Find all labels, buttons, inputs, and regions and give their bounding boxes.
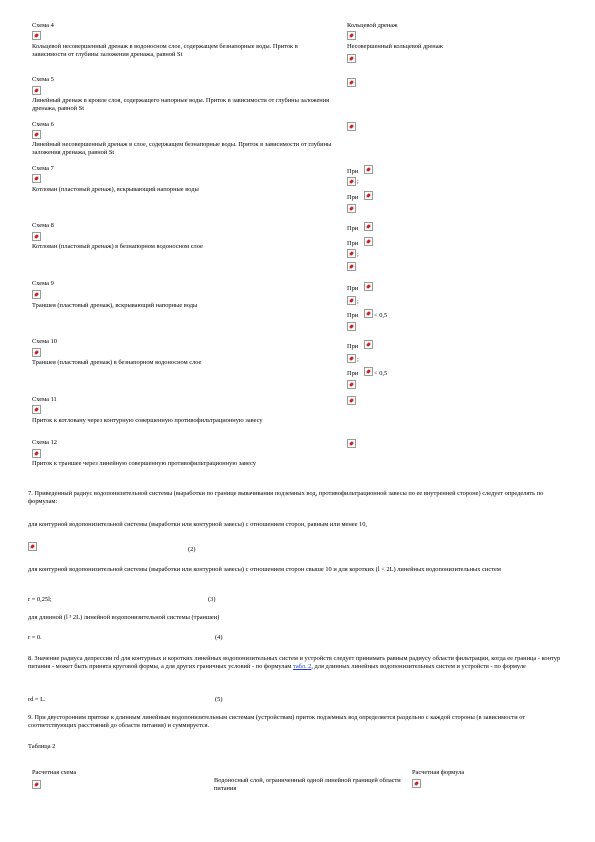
broken-image-icon bbox=[347, 78, 356, 87]
broken-image-icon bbox=[347, 354, 356, 363]
broken-image-icon bbox=[32, 348, 41, 357]
paragraph-7b: для контурной водопонизительной системы (выработки или контурной завесы) с отношением сторон свыше 10 и для коротких (l < 2L) линейных водопонизительных систем bbox=[28, 566, 501, 573]
condition-pri-label: При bbox=[347, 370, 359, 377]
scheme-4-description: Кольцевой несовершенный дренаж в водоносном слое, содержащем безнапорные воды. Приток в зависимости от глубины заложения дренажа, равной St bbox=[32, 43, 298, 58]
paragraph-7: 7. Приведенный радиус водопонизительной системы (выработки по границе вывачивания подземных вод, противофильтрационной завесы по ее внутренней стороне) следует определять по формулам: bbox=[28, 490, 544, 505]
formula-4: r = 0. bbox=[28, 634, 42, 641]
scheme-11-description: Приток к котловану через контурную совершенную противофильтрационную завесу bbox=[32, 417, 263, 424]
scheme-10-description: Траншея (пластовый дренаж) в безнапорном водоносном слое bbox=[32, 359, 202, 366]
broken-image-icon bbox=[32, 31, 41, 40]
paragraph-8 bbox=[28, 655, 568, 670]
separator: ; bbox=[357, 251, 359, 258]
scheme-7-description: Котлован (пластовый дренаж), вскрывающий напорные воды bbox=[32, 186, 199, 193]
scheme-7-label: Схема 7 bbox=[32, 165, 54, 172]
table-2-link[interactable]: табл. 2 bbox=[292, 662, 312, 670]
broken-image-icon bbox=[347, 380, 356, 389]
broken-image-icon bbox=[347, 54, 356, 63]
broken-image-icon bbox=[347, 204, 356, 213]
incomplete-ring-drain-label: Несовершенный кольцевой дренаж bbox=[347, 43, 443, 50]
scheme-5-label: Схема 5 bbox=[32, 76, 54, 83]
table-row-description: Водоносный слой, ограниченный одной линейной границей области питания bbox=[214, 777, 401, 792]
scheme-5-description: Линейный дренаж в кровле слоя, содержащего напорные воды. Приток в зависимости от глубины заложения дренажа, равной St bbox=[32, 97, 330, 112]
scheme-4-label: Схема 4 bbox=[32, 22, 54, 29]
broken-image-icon bbox=[364, 237, 373, 246]
paragraph-7c: для длинной (l ³ 2L) линейной водопонизительной системы (траншеи) bbox=[28, 614, 220, 621]
formula-3: r = 0,25l; bbox=[28, 596, 52, 603]
condition-pri-label: При bbox=[347, 343, 359, 350]
scheme-8-description: Котлован (пластовый дренаж) в безнапорном водоносном слое bbox=[32, 243, 203, 250]
broken-image-icon bbox=[32, 86, 41, 95]
broken-image-icon bbox=[347, 439, 356, 448]
scheme-12-label: Схема 12 bbox=[32, 439, 57, 446]
scheme-11-label: Схема 11 bbox=[32, 396, 57, 403]
scheme-6-label: Схема 6 bbox=[32, 121, 54, 128]
broken-image-icon bbox=[347, 177, 356, 186]
separator: ; bbox=[357, 356, 359, 363]
broken-image-icon bbox=[364, 165, 373, 174]
broken-image-icon bbox=[347, 31, 356, 40]
separator: ; bbox=[357, 298, 359, 305]
condition-pri-label: При bbox=[347, 312, 359, 319]
broken-image-icon bbox=[347, 322, 356, 331]
condition-pri-label: При bbox=[347, 194, 359, 201]
broken-image-icon bbox=[347, 396, 356, 405]
separator: ; bbox=[357, 178, 359, 185]
broken-image-icon bbox=[32, 780, 41, 789]
scheme-9-label: Схема 9 bbox=[32, 280, 54, 287]
condition-pri-label: При bbox=[347, 240, 359, 247]
ring-drain-label: Кольцевой дренаж bbox=[347, 22, 398, 29]
condition-value: < 0,5 bbox=[374, 312, 388, 319]
broken-image-icon bbox=[347, 249, 356, 258]
broken-image-icon bbox=[32, 232, 41, 241]
condition-pri-label: При bbox=[347, 225, 359, 232]
broken-image-icon bbox=[347, 296, 356, 305]
equation-number-5: (5) bbox=[215, 696, 223, 703]
condition-value: < 0,5 bbox=[374, 370, 388, 377]
equation-number-4: (4) bbox=[215, 634, 223, 641]
broken-image-icon bbox=[364, 222, 373, 231]
paragraph-8-text: 8. Значение радиуса депрессии rd для контурных и коротких линейных водопонизительных систем и устройств следует принимать равным радиусу области фильтрации, когда ее граница - контур питания - может быть принята круговой формы, а для других граничных условий - по формулам bbox=[28, 655, 561, 670]
scheme-6-description: Линейный несовершенный дренаж в слое, содержащем безнапорные воды. Приток в зависимости от глубины заложения дренажа, равной St bbox=[32, 141, 332, 156]
broken-image-icon bbox=[32, 174, 41, 183]
broken-image-icon bbox=[32, 130, 41, 139]
equation-number-3: (3) bbox=[208, 596, 216, 603]
formula-5: rd = L. bbox=[28, 696, 46, 703]
condition-pri-label: При bbox=[347, 168, 359, 175]
broken-image-icon bbox=[412, 779, 421, 788]
broken-image-icon bbox=[32, 405, 41, 414]
table-title: Таблица 2 bbox=[28, 743, 56, 750]
condition-pri-label: При bbox=[347, 285, 359, 292]
scheme-10-label: Схема 10 bbox=[32, 338, 57, 345]
table-header-scheme: Расчетная схема bbox=[32, 769, 77, 776]
broken-image-icon bbox=[364, 282, 373, 291]
paragraph-7a: для контурной водопонизительной системы (выработки или контурной завесы) с отношением сторон, равным или менее 10, bbox=[28, 521, 368, 528]
equation-number-2: (2) bbox=[188, 546, 196, 553]
scheme-9-description: Траншея (пластовый дренаж), вскрывающий напорные воды bbox=[32, 302, 198, 309]
broken-image-icon bbox=[364, 340, 373, 349]
broken-image-icon bbox=[347, 122, 356, 131]
broken-image-icon bbox=[32, 290, 41, 299]
scheme-12-description: Приток к траншее через линейную совершенную противофильтрационную завесу bbox=[32, 460, 256, 467]
broken-image-icon bbox=[364, 309, 373, 318]
paragraph-9: 9. При двусторонним притоке к длинным линейным водопонизительным системам (устройствам) приток подземных вод определяется раздельно с каждой стороны (в зависимости от соответствующих расстояний до области питания) и суммируется. bbox=[28, 714, 526, 729]
broken-image-icon bbox=[32, 449, 41, 458]
scheme-8-label: Схема 8 bbox=[32, 222, 54, 229]
broken-image-icon bbox=[364, 367, 373, 376]
broken-image-icon bbox=[347, 262, 356, 271]
table-header-formula: Расчетная формула bbox=[412, 769, 465, 776]
paragraph-8-text-end: , для длинных линейных водопонизительных систем и устройств - по формуле bbox=[311, 662, 526, 670]
broken-image-icon bbox=[28, 542, 37, 551]
broken-image-icon bbox=[364, 191, 373, 200]
